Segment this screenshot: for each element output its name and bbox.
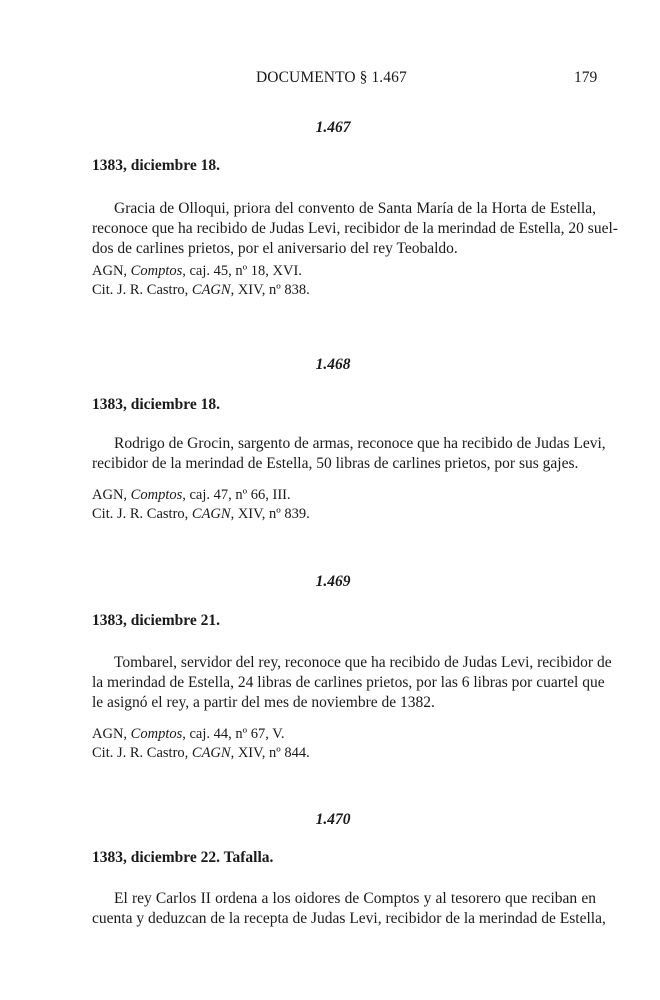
reference-archive xyxy=(92,262,310,281)
running-header: DOCUMENTO § 1.467 xyxy=(256,69,407,86)
page-number: 179 xyxy=(574,69,598,86)
summary-1470 xyxy=(92,889,606,929)
ref-italic: CAGN xyxy=(191,282,231,298)
document-number: 1.468 xyxy=(315,356,351,373)
reference-citation xyxy=(92,281,310,300)
summary-1468 xyxy=(92,434,606,474)
document-number: 1.467 xyxy=(315,119,351,136)
ref-post: , XIV, nº 844. xyxy=(230,745,310,761)
summary-1469 xyxy=(92,653,612,713)
summary-line-1 xyxy=(92,199,596,219)
ref-pre: AGN, xyxy=(92,487,131,503)
summary-line-2: cuenta y deduzcan de la recepta de Judas Levi, recibidor de la merindad de Estella, xyxy=(92,910,606,927)
document-date: 1383, diciembre 22. Tafalla. xyxy=(92,849,274,866)
document-date: 1383, diciembre 18. xyxy=(92,396,221,413)
summary-1467 xyxy=(92,199,618,259)
ref-pre: Cit. J. R. Castro, xyxy=(92,282,192,298)
ref-post: , caj. 45, nº 18, XVI. xyxy=(182,263,302,279)
ref-pre: Cit. J. R. Castro, xyxy=(92,745,192,761)
summary-line-2: reconoce que ha recibido de Judas Levi, recibidor de la merindad de Estella, 20 suel- xyxy=(92,220,618,237)
reference-archive xyxy=(92,486,310,505)
summary-line-2: recibidor de la merindad de Estella, 50 libras de carlines prietos, por sus gajes. xyxy=(92,455,579,472)
ref-italic: Comptos xyxy=(130,487,183,503)
summary-line-3: le asignó el rey, a partir del mes de noviembre de 1382. xyxy=(92,694,435,711)
reference-archive xyxy=(92,725,310,744)
ref-italic: Comptos xyxy=(130,726,183,742)
ref-post: , XIV, nº 839. xyxy=(230,506,310,522)
reference-citation xyxy=(92,505,310,524)
summary-line-1: El rey Carlos II ordena a los oidores de Comptos y al tesorero que reciban en xyxy=(114,890,596,907)
summary-line-2: la merindad de Estella, 24 libras de carlines prietos, por las 6 libras por cuartel que xyxy=(92,674,605,691)
references-1468 xyxy=(92,486,310,524)
document-number: 1.470 xyxy=(315,811,351,828)
ref-post: , caj. 47, nº 66, III. xyxy=(182,487,291,503)
summary-text: Gracia de Olloqui, priora del convento de Santa María de la Horta de Estella, xyxy=(114,200,596,217)
ref-pre: AGN, xyxy=(92,726,131,742)
references-1467 xyxy=(92,262,310,300)
document-date: 1383, diciembre 18. xyxy=(92,157,221,174)
summary-line-3: dos de carlines prietos, por el aniversario del rey Teobaldo. xyxy=(92,240,458,257)
summary-line-1: Rodrigo de Grocin, sargento de armas, reconoce que ha recibido de Judas Levi, xyxy=(114,435,606,452)
ref-pre: AGN, xyxy=(92,263,131,279)
ref-italic: CAGN xyxy=(191,745,231,761)
document-date: 1383, diciembre 21. xyxy=(92,612,221,629)
references-1469 xyxy=(92,725,310,763)
document-number: 1.469 xyxy=(315,573,351,590)
ref-italic: CAGN xyxy=(191,506,231,522)
summary-line-1: Tombarel, servidor del rey, reconoce que ha recibido de Judas Levi, recibidor de xyxy=(114,654,612,671)
ref-post: , XIV, nº 838. xyxy=(230,282,310,298)
ref-pre: Cit. J. R. Castro, xyxy=(92,506,192,522)
ref-post: , caj. 44, nº 67, V. xyxy=(182,726,285,742)
reference-citation xyxy=(92,744,310,763)
ref-italic: Comptos xyxy=(130,263,183,279)
